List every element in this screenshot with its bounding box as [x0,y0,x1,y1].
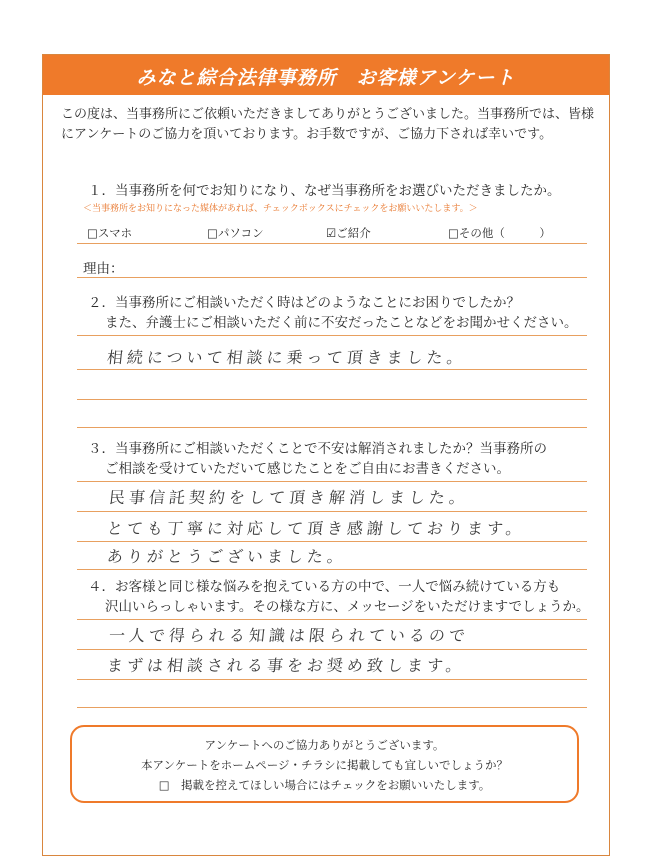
answer-3-line-1: 民事信託契約をして頂き解消しました。 [107,488,470,507]
checkbox-referral[interactable]: ☑ご紹介 [326,226,371,240]
question-4-line-1: ４．お客様と同じ様な悩みを抱えている方の中で、一人で悩み続けている方も [88,579,561,595]
reason-label: 理由： [83,261,124,277]
question-3-line-2: ご相談を受けていただいて感じたことをご自由にお書きください。 [105,461,510,477]
survey-title: みなと綜合法律事務所 お客様アンケート [136,67,516,89]
rule-line [77,569,587,570]
checkbox-pc[interactable]: □パソコン [207,226,264,240]
question-3-line-1: ３．当事務所にご相談いただくことで不安は解消されましたか？当事務所の [88,441,547,457]
question-1-text: １．当事務所を何でお知りになり、なぜ当事務所をお選びいただきましたか。 [88,183,561,199]
publication-opt-out-checkbox[interactable]: □ 掲載を控えてほしい場合にはチェックをお願いいたします。 [158,778,491,792]
question-4-line-2: 沢山いらっしゃいます。その様な方に、メッセージをいただけますでしょうか。 [105,599,590,615]
question-1-note: ＜当事務所をお知りになった媒体があれば、チェックボックスにチェックをお願いいたします。＞ [83,204,478,214]
rule-line [77,399,587,400]
publication-consent-box [70,725,579,803]
footer-question: 本アンケートをホームページ・チラシに掲載しても宜しいでしょうか？ [140,758,509,772]
header-bar [43,55,609,95]
rule-line [77,511,587,512]
intro-text: この度は、当事務所にご依頼いただきましてありがとうございました。当事務所では、皆様にアンケートのご協力を頂いております。お手数ですが、ご協力下されば幸いです。 [61,107,595,142]
rule-line [77,277,587,278]
answer-3-line-3: ありがとうございました。 [105,547,348,566]
rule-line [77,619,587,620]
rule-line [77,369,587,370]
question-2-line-2: また、弁護士にご相談いただく前に不安だったことなどをお聞かせください。 [105,315,578,331]
rule-line [77,481,587,482]
footer-thanks: アンケートへのご協力ありがとうございます。 [204,738,445,752]
rule-line [77,335,587,336]
rule-line [77,243,587,244]
question-2-line-1: ２．当事務所にご相談いただく時はどのようなことにお困りでしたか？ [88,295,520,311]
checkbox-smartphone[interactable]: □スマホ [87,226,133,240]
rule-line [77,427,587,428]
answer-2-line-1: 相続について相談に乗って頂きました。 [105,348,468,367]
answer-3-line-2: とても丁寧に対応して頂き感謝しております。 [105,519,527,538]
checkbox-other[interactable]: □その他（ ） [448,226,551,240]
rule-line [77,679,587,680]
rule-line [77,649,587,650]
answer-4-line-1: 一人で得られる知識は限られているので [107,626,470,645]
rule-line [77,707,587,708]
rule-line [77,541,587,542]
answer-4-line-2: まずは相談される事をお奨め致します。 [105,656,467,675]
